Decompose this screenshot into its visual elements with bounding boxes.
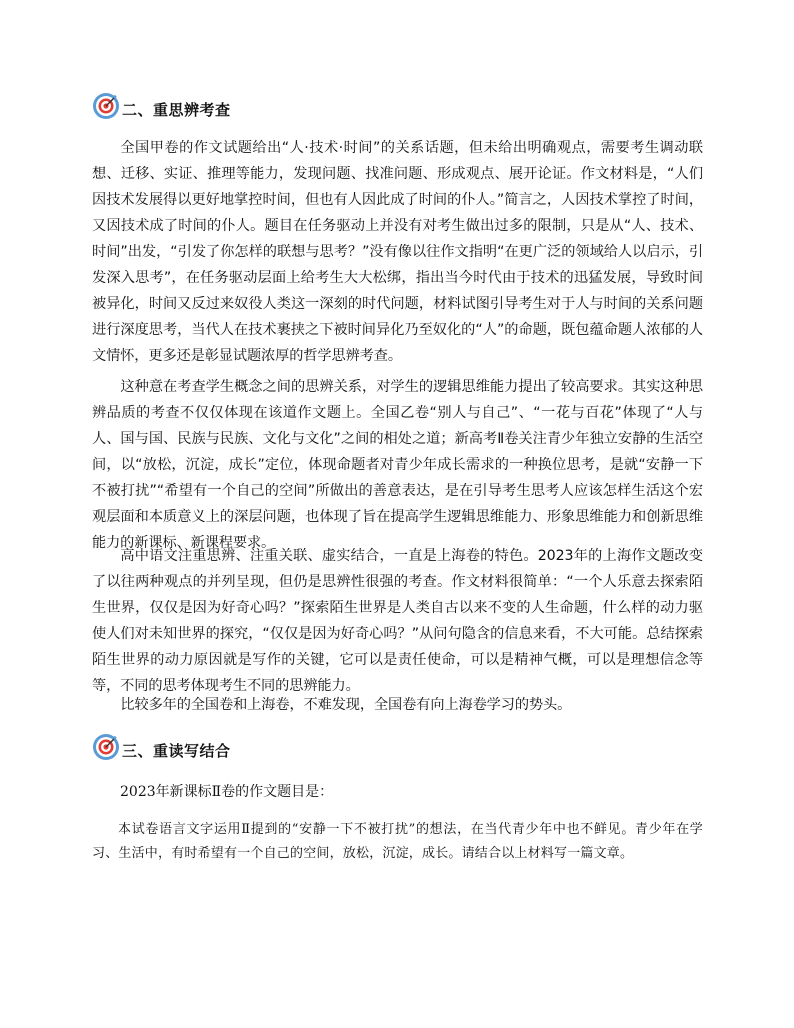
paragraph-1: 全国甲卷的作文试题给出“人·技术·时间”的关系话题，但未给出明确观点，需要考生调动联想、迁移、实证、推理等能力，发现问题、找准问题、形成观点、展开论证。作文材料是，“人们因技术发展得以更好地掌控时间，但也有人因此成了时间的仆人。”简言之，人因技术掌控了时间，又因技术成了时间的仆人。题目在任务驱动上并没有对考生做出过多的限制，只是从“人、技术、时间”出发，“引发了你怎样的联想与思考？”没有像以往作文指明“在更广泛的领域给人以启示，引发深入思考”，在任务驱动层面上给考生大大松绑，指出当今时代由于技术的迅猛发展，导致时间被异化，时间又反过来奴役人类这一深刻的时代问题，材料试图引导考生对于人与时间的关系问题进行深度思考，当代人在技术裹挟之下被时间异化乃至奴化的“人”的命题，既包蕴命题人浓郁的人文情怀，更多还是彰显试题浓厚的哲学思辨考查。 bbox=[92, 140, 703, 364]
paragraph-2: 这种意在考查学生概念之间的思辨关系，对学生的逻辑思维能力提出了较高要求。其实这种思辨品质的考查不仅仅体现在该道作文题上。全国乙卷“别人与自己”、“一花与百花”体现了“人与人、国与国、民族与民族、文化与文化”之间的相处之道；新高考Ⅱ卷关注青少年独立安静的生活空间，以“放松，沉淀，成长”定位，体现命题者对青少年成长需求的一种换位思考，是就“安静一下不被打扰”“希望有一个自己的空间”所做出的善意表达，是在引导考生思考人应该怎样生活这个宏观层面和本质意义上的深层问题，也体现了旨在提高学生逻辑思维能力、形象思维能力和创新思维能力的新课标、新课程要求。 bbox=[92, 379, 703, 551]
paragraph-3: 高中语文注重思辨、注重关联、虚实结合，一直是上海卷的特色。2023年的上海作文题改变了以往两种观点的并列呈现，但仍是思辨性很强的考查。作文材料很简单：“一个人乐意去探索陌生世界，仅仅是因为好奇心吗？”探索陌生世界是人类自古以来不变的人生命题，什么样的动力驱使人们对未知世界的探究，“仅仅是因为好奇心吗？”从问句隐含的信息来看，不大可能。总结探索陌生世界的动力原因就是写作的关键，它可以是责任使命，可以是精神气概，可以是理想信念等等，不同的思考体现考生不同的思辨能力。 bbox=[92, 548, 703, 694]
section-heading-2 bbox=[92, 92, 231, 120]
section-heading-3 bbox=[92, 733, 231, 761]
section-title: 三、重读写结合 bbox=[122, 741, 231, 760]
essay-prompt: 本试卷语言文字运用Ⅱ提到的“安静一下不被打扰”的想法，在当代青少年中也不鲜见。青少年在学习、生活中，有时希望有一个自己的空间，放松，沉淀，成长。请结合以上材料写一篇文章。 bbox=[92, 822, 703, 861]
paragraph-4: 比较多年的全国卷和上海卷，不难发现，全国卷有向上海卷学习的势头。 bbox=[120, 697, 572, 713]
target-icon bbox=[92, 733, 120, 761]
target-icon bbox=[92, 92, 120, 120]
prompt-intro: 2023年新课标Ⅱ卷的作文题目是： bbox=[120, 784, 334, 800]
section-title: 二、重思辨考查 bbox=[122, 100, 231, 119]
